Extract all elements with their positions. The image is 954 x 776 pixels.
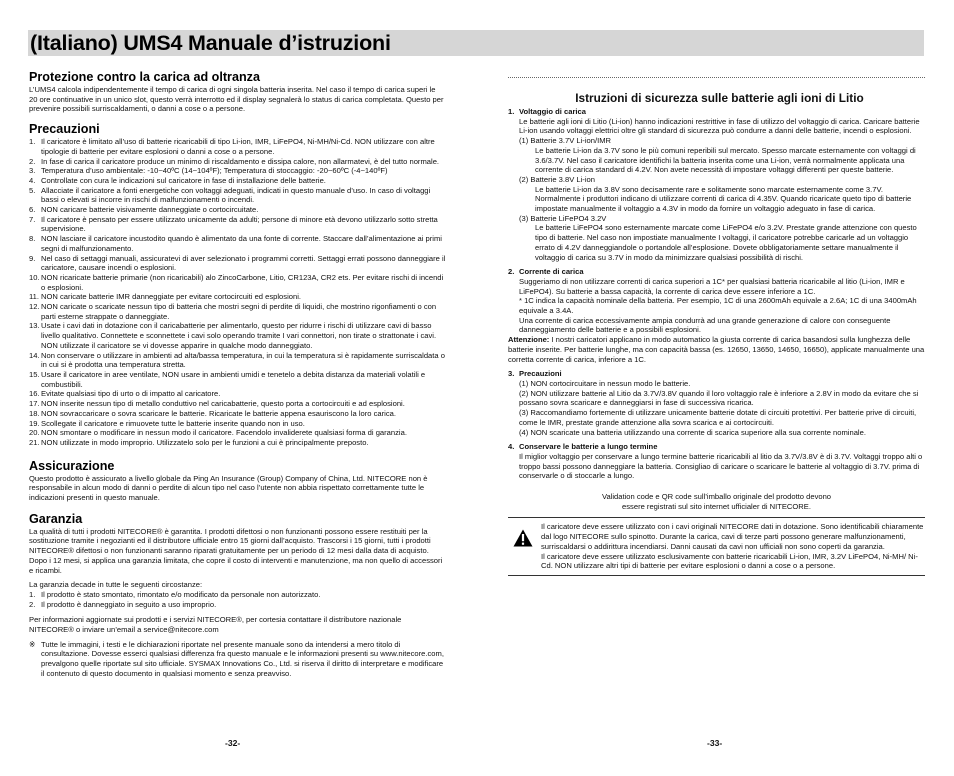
disclaimer-note [29,640,446,679]
left-column [29,70,446,679]
title-bar [28,30,924,56]
list-item: 9. Nel caso di settaggi manuali, assicuratevi di aver selezionato i programmi corretti. Settaggi errati possono danneggiare il caricatore, causare incendi o esplosioni. [29,253,446,273]
garanzia-p2: La garanzia decade in tutte le seguenti circostanze: [29,580,203,590]
page-number-left: -32- [225,738,241,748]
warning-text-1: Il caricatore deve essere utilizzato con i cavi originali NITECORE dati in dotazione. Sono identificabili chiaramente dal logo NITECORE sullo spinotto. Durante la carica, cavi di terze parti possono generare malfunzionamenti, surriscaldarsi o addirittura incendiarsi. Danni causati da cavi non ufficiali non sono coperti da garanzia. [541,522,924,551]
list-item: 11. NON caricate batterie IMR danneggiate per evitare cortocircuiti ed esplosioni. [29,292,302,302]
garanzia-list [29,590,446,609]
section-conservare: 4. Conservare le batterie a lungo termine Il miglior voltaggio per conservare a lungo termine batterie ricaricabili al litio da 3.7V/3.8V è di 3.7V. Voltaggi troppo alti o troppo bassi possono danneggiare la batteria. Consigliao di caricare o scaricare le batterie al voltaggio di 3.7V. prima di conservarle o di stoccarle a lungo. [508,442,923,481]
divider [508,77,925,78]
garanzia-heading: Garanzia [29,511,83,526]
list-item: 15. Usare il caricatore in aree ventilate, NON usare in ambienti umidi e tenetelo a debita distanza da materiali volatili e combustibili. [29,369,426,389]
list-item: 21. NON utilizzate in modo improprio. Utilizzatelo solo per le funzioni a cui è principalmente preposto. [29,437,369,447]
protezione-text: L’UMS4 calcola indipendentemente il tempo di carica di ogni singola batteria inserita. Nel caso il tempo di carica superi le 20 ore continuative in un unico slot, questo verrà interrotto ed il display segnalerà lo status di carica completata. Questo per prevenire possibili surriscaldamenti, o danni a cose o a persone. [29,85,444,114]
list-item: 8. NON lasciare il caricatore incustodito quando è alimentato da una fonte di corrente. Staccare dall’alimentazione ai primi segni di malfunzionamento. [29,234,442,253]
assicurazione-text: Questo prodotto è assicurato a livello globale da Ping An Insurance (Group) Company of China, Ltd. NITECORE non è responsabile in alcun modo di danni o perdite di alcun tipo nel caso l’utente non abbia rispettato correttamente tutte le indicazioni presenti in questo manuale. [29,473,428,503]
list-item: 17. NON inserite nessun tipo di metallo conduttivo nel caricabatterie, questo porta a cortocircuiti e ad esplosioni. [29,399,405,409]
list-item: 7. Il caricatore è pensato per essere utilizzato unicamente da adulti; persone di minore età devono utilizzarlo sotto stretta supervisione. [29,214,438,234]
section-precauzioni: 3. Precauzioni (1) NON cortocircuitare in nessun modo le batterie. (2) NON utilizzare batterie al Litio da 3.7V/3.8V quando il loro voltaggio rale è inferiore a 2.8V in modo da evitare che si possano sovra scaricare e danneggiarsi in fase di successiva ricarica. (3) Raccomandiamo fortemente di utilizzare unicamente batterie dotate di circuiti protettivi. Per batterie prive di circuiti, come le IMR, prestate grande attenzione alla sovra scarica e ai cortocircuiti. (4) NON scaricate una batteria utilizzando una corrente di scarica superiore alla sua corrente nominale. [508,369,919,437]
list-item: 1. Il caricatore è limitato all’uso di batterie ricaricabili di tipo Li-ion, IMR, LiFePO4, Ni-MH/Ni-Cd. NON utilizzare con altre tipologie di batterie per evitare esplosioni o danni a cose o a persone. [29,137,435,156]
list-item: 14. Non conservare o utilizzare in ambienti ad alta/bassa temperatura, in cui la temperatura si è rapidamente surriscaldata o in cui si è prodotta una temperatura stretta. [29,350,445,370]
list-item: 2. In fase di carica il caricatore produce un minimo di riscaldamento e dissipa calore, non allarmatevi, è del tutto normale. [29,156,440,166]
page-number-right: -33- [707,738,723,748]
list-item: 10. NON ricaricate batterie primarie (non ricaricabili) alo ZincoCarbone, Litio, CR123A, CR2 ets. Per evitare rischi di incendi o esplosioni. [29,272,444,292]
list-item: 16. Evitate qualsiasi tipo di urto o di impatto al caricatore. [29,389,221,399]
warning-box [508,517,925,576]
list-item: 13. Usate i cavi dati in dotazione con il caricabatterie per alimentarlo, questo per ridurre i rischi di utilizzare cavi di basso livello qualitativo. Connettete e sconnettete i cavi solo operando tramite I vari connettori, non tirate o strattonate i cavi. NON utilizzate il caricatore se vi dovesse apparire in qualche modo danneggiato. [29,321,437,350]
list-item: 1. Il prodotto è stato smontato, rimontato e/o modificato da personale non autorizzato. [29,589,321,599]
assicurazione-heading: Assicurazione [29,458,115,473]
warning-text-2: Il caricatore deve essere utilizzato esclusivamente con batterie ricaricabili Li-ion, IMR, 3.2V LiFePO4, Ni-MH/ Ni-Cd. NON utilizzare altri tipi di batterie per evitare esplosioni o danni a cose o a persone. [541,551,918,571]
list-item: 20. NON smontare o modificare in nessun modo il caricatore. Facendolo invaliderete qualsiasi forma di garanzia. [29,428,407,438]
list-item: 12. NON caricate o scaricate nessun tipo di batteria che mostri segni di perdite di liquidi, che mostrino rigonfiamenti o con parti esterne strappate o danneggiate. [29,302,437,321]
section-voltaggio: 1. Voltaggio di carica Le batterie agli ioni di Litio (Li-ion) hanno indicazioni restrittive in fase di utilizzo del voltaggio di carica. Caricare batterie Li-ion usando voltaggi elettrici oltre gli standard di sicurezza può condurre a danni delle batterie, incendi o esplosioni. (1) Batterie 3.7V Li-ion/IMR Le batterie Li-ion da 3.7V sono le più comuni reperibili sul mercato. Spesso marcate esternamente con voltaggi di 3.6/3.7V. Nel caso il caricatore identifichi la batteria inserita come una Li-ion, verrà normalmente applicata una corrente di carica standard di 4.2V. Non avete necessità di impostare voltaggi differenti per queste batterie. (2) Batterie 3.8V Li-ion Le batterie Li-ion da 3.8V sono decisamente rare e solitamente sono marcate esternamente come 3.7V. Normalmente i produttori indicano di utilizzare correnti di carica di 4.35V. Quando ricaricate queto tipo di batterie impostate manualmente il voltaggio a 4.3V in modo da fornire un voltaggio adeguato in fase di carica. (3) Batterie LiFePO4 3.2V Le batterie LiFePO4 sono esternamente marcate come LiFePO4 e/o 3.2V. Prestate grande attenzione con questo tipo di batterie. Nel caso non impostiate manualmente I voltaggi, il caricatore potrebbe caricarle ad un voltaggio errato di 4.2V danneggiandole o portandole all’esplosione. Dovete obbligatoriamente settare manualmente il voltaggio di carica su 3.7V in modo da minimizzare qualsiasi possibilità di rischi. [508,107,920,262]
sicurezza-heading: Istruzioni di sicurezza sulle batterie agli ioni di Litio [575,91,864,105]
right-column [508,77,925,576]
list-item: 2. Il prodotto è danneggiato in seguito a uso improprio. [29,599,217,609]
precauzioni-list [29,137,446,448]
list-item: 5. Allacciate il caricatore a fonti energetiche con voltaggi adeguati, indicati in questo manuale d’uso. In caso di voltaggi bassi o elevati si incorre in rischi di malfunzionamenti o incendi. [29,185,431,205]
list-item: 6. NON caricare batterie visivamente danneggiate o cortocircuitate. [29,205,259,215]
section-corrente: 2. Corrente di carica Suggeriamo di non utilizzare correnti di carica superiori a 1C* per qualsiasi batteria ricaricabile al litio (Li-ion, IMR e LiFePO4). Su batterie a bassa capacità, la corrente di carica deve essere inferiore a 1C. * 1C indica la capacità nominale della batteria. Per esempio, 1C di una 2600mAh equivale a 2.6A; 1C di una 3400mAh equivale a 3.4A. Una corrente di carica eccessivamente ampia condurrà ad una grande generazione di calore con conseguente danneggiamento delle batterie e a possibili esplosioni. Attenzione: I nostri caricatori applicano in modo automatico la giusta corrente di carica basandosi sulla lunghezza delle batterie inserite. Per batterie lunghe, ma con capacità bassa (es. 12650, 13650, 14650, 16650), applicate manualmente una corretta corrente di carica, inferiore a 1C. [508,267,925,364]
validation-line-1: Validation code e QR code sull’imballo originale del prodotto devono [601,492,832,502]
page-title: (Italiano) UMS4 Manuale d’istruzioni [30,31,391,55]
precauzioni-heading: Precauzioni [29,122,100,137]
list-item: 3. Temperatura d’uso ambientale: -10~40ºC (14~104ºF); Temperatura di stoccaggio: -20~60ºC (-4~140ºF) [29,166,388,176]
list-item: 4. Controllate con cura le indicazioni sul caricatore in fase di installazione delle batterie. [29,175,326,185]
protezione-heading: Protezione contro la carica ad oltranza [29,70,260,84]
note-mark: ※ [29,639,36,649]
garanzia-p1: La qualità di tutti i prodotti NITECORE® è garantita. I prodotti difettosi o non funzionanti possono essere restituiti per la sostituzione tramite i negozianti ed il distributore ufficiale entro 15 giorni dall’acquisto. Trascorsi i 15 giorni, tutti i prodotti NITECORE® difettosi o non funzionanti saranno riparati gratuitamente per un periodo di 12 mesi dalla data di acquisto. Dopo i 12 mesi, si applica una garanzia limitata, che copre il costo di interventi e manutenzione, ma non quello di accessori e ricambi. [29,526,443,575]
disclaimer-text: Tutte le immagini, i testi e le dichiarazioni riportate nel presente manuale sono da intendersi a mero titolo di consultazione. Dovesse esserci qualsiasi differenza fra questo manuale e le informazioni presenti su www.nitecore.com, prevalgono quelle riportate sul sito ufficiale. SYSMAX Innovations Co., Ltd. si riserva il diritto di interpretare e modificare il contenuto di questo documento in qualsiasi momento e senza preavviso. [41,639,444,678]
garanzia-p3: Per informazioni aggiornate sui prodotti e i servizi NITECORE®, per cortesia contattare il distributore nazionale NITECORE® o inviare un’email a service@nitecore.com [29,615,402,635]
warning-triangle-icon [508,522,538,571]
validation-line-2: essere registrati sul sito internet ufficialer di NITECORE. [622,501,811,511]
list-item: 18. NON sovraccaricare o sovra scaricare le batterie. Ricaricate le batterie appena esauriscono la loro carica. [29,408,396,418]
list-item: 19. Scollegate il caricatore e rimuovete tutte le batterie inserite quando non in uso. [29,418,305,428]
